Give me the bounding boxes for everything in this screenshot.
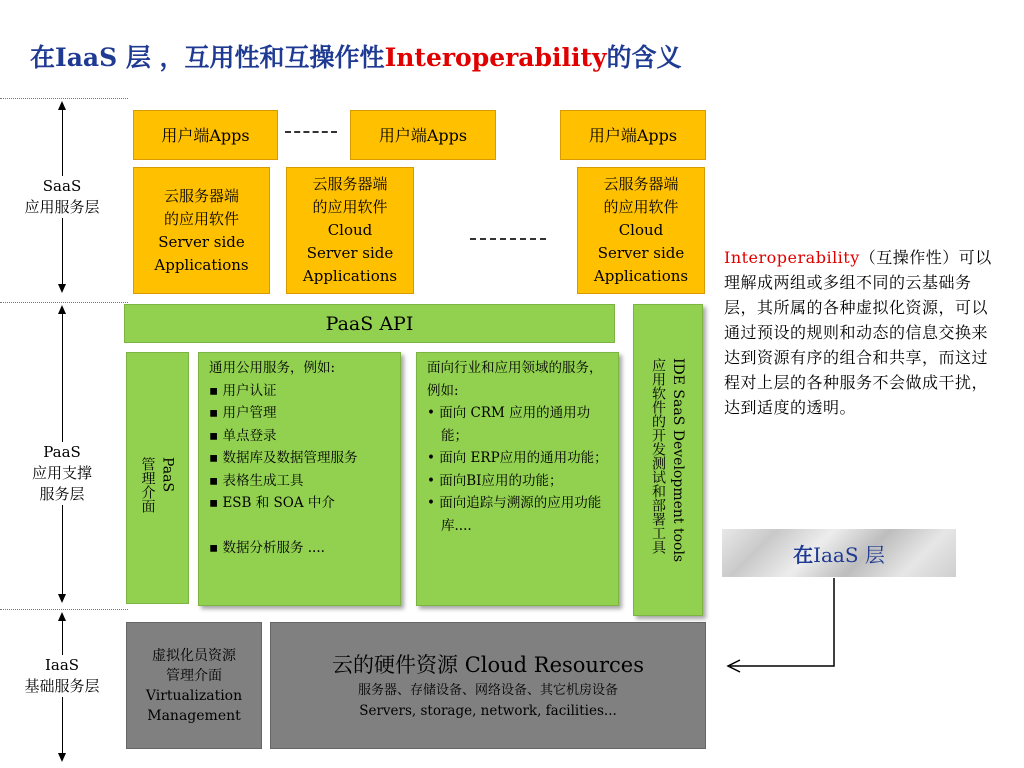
title-highlight: Interoperability [384,43,607,72]
separator-top [0,98,128,99]
dashed-connector-1 [285,131,337,133]
explanation-text: （互操作性）可以理解成两组或多组不同的云基础务层，其所属的各种虚拟化资源，可以通过预设的规则和动态的信息交换来达到资源有序的组合和共享，而这过程对上层的各种服务不会做成干扰，达到适度的透明。 [724,248,992,417]
paas-api-bar: PaaS API [124,304,615,343]
interoperability-explanation [724,245,1000,420]
list-item: ▪ 表格生成工具 [209,472,304,489]
list-item: • 面向 CRM 应用的通用功能； [427,405,591,444]
industry-services-heading: 面向行业和应用领域的服务， 例如: [427,360,603,399]
iaas-layer-label: IaaS 基础服务层 [10,655,114,697]
ide-tools-box: IDE SaaS Development tools 应用软件的开发测试和部署工具 [633,304,703,616]
list-item: • 面向BI应用的功能； [427,472,563,489]
list-item: ▪ 数据分析服务 .... [209,539,325,556]
cloud-resources-title: 云的硬件资源 Cloud Resources [332,652,644,677]
industry-services-box [416,352,619,606]
general-services-box [198,352,401,606]
saas-arrow-down-icon [58,284,66,293]
cloud-resources-sub1: 服务器、存储设备、网络设备、其它机房设备 [357,682,618,698]
cloud-resources-sub2: Servers, storage, network, facilities... [359,702,617,719]
iaas-arrow-down-icon [58,753,66,762]
iaas-arrow-up-icon [58,612,66,621]
saas-arrow-up-icon [58,101,66,110]
list-item: ▪ 用户认证 [209,382,277,399]
list-item: ▪ 单点登录 [209,427,277,444]
list-item: • 面向 ERP应用的通用功能； [427,450,608,466]
explanation-highlight: Interoperability [724,248,860,267]
virtualization-management-box: 虚拟化员资源 管理介面 Virtualization Management [126,622,262,749]
client-app-box-3: 用户端Apps [560,110,706,160]
paas-layer-label: PaaS 应用支撑 服务层 [10,442,114,505]
cloud-resources-box [270,622,706,749]
client-app-box-2: 用户端Apps [350,110,496,160]
title-suffix: 的含义 [606,43,682,72]
list-item: • 面向追踪与溯源的应用功能库.... [427,495,602,534]
list-item: ▪ 用户管理 [209,405,277,421]
iaas-connector-arrow [718,574,842,674]
list-item: ▪ ESB 和 SOA 中介 [209,495,335,511]
list-item: ▪ 数据库及数据管理服务 [209,450,358,466]
separator-paas-iaas [0,609,128,610]
separator-saas-paas [0,302,128,303]
paas-management-box: PaaS 管理介面 [126,352,189,604]
paas-arrow-down-icon [58,594,66,603]
client-app-box-1: 用户端Apps [133,110,278,160]
dashed-connector-2 [470,238,546,240]
server-app-box-1: 云服务器端 的应用软件 Server side Applications [133,167,270,294]
saas-layer-label: SaaS 应用服务层 [10,176,114,218]
server-app-box-3: 云服务器端 的应用软件 Cloud Server side Applications [577,167,705,294]
general-services-heading: 通用公用服务，例如: [209,360,336,376]
server-app-box-2: 云服务器端 的应用软件 Cloud Server side Applications [286,167,414,294]
paas-arrow-up-icon [58,305,66,314]
iaas-layer-box: 在 IaaS 层 [722,529,956,577]
page-title [30,38,682,74]
title-prefix: 在IaaS 层 ，互用性和互操作性 [30,43,385,72]
